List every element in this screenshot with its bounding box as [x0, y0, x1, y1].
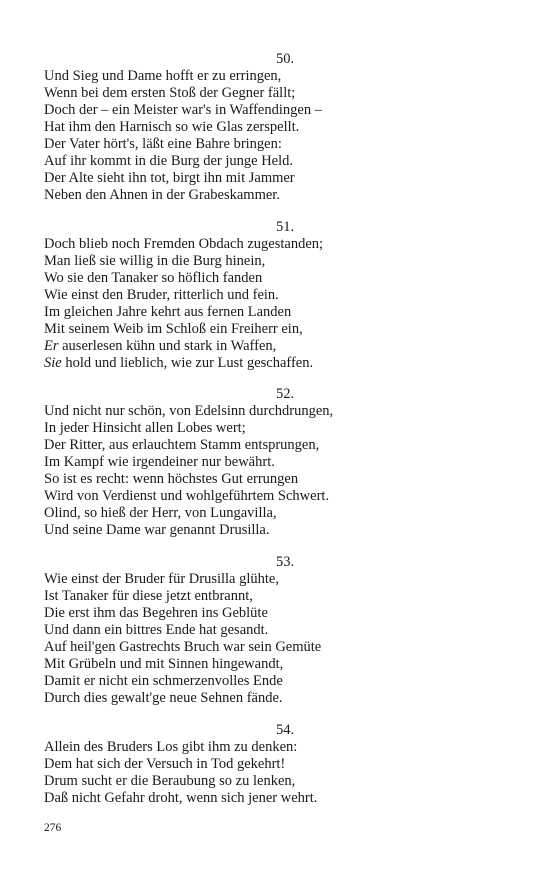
verse-line	[44, 338, 514, 355]
stanza-53	[44, 554, 514, 707]
verse-line	[44, 102, 514, 119]
verse-line	[44, 304, 514, 321]
verse-line	[44, 471, 514, 488]
verse-line	[44, 739, 514, 756]
verse-text: Und Sieg und Dame hofft er zu erringen,	[44, 68, 282, 84]
verse-text: Und dann ein bittres Ende hat gesandt.	[44, 622, 269, 638]
verse-text: Olind, so hieß der Herr, von Lungavilla,	[44, 505, 277, 521]
verse-text: Dem hat sich der Versuch in Tod gekehrt!	[44, 756, 286, 772]
stanza-number: 50.	[275, 51, 295, 67]
stanza-54	[44, 722, 514, 807]
verse-line	[44, 420, 514, 437]
verse-line	[44, 119, 514, 136]
verse-line	[44, 588, 514, 605]
verse-text: Wird von Verdienst und wohlgeführtem Schwert.	[44, 488, 330, 504]
verse-text: Der Alte sieht ihn tot, birgt ihn mit Jammer	[44, 170, 295, 186]
verse-text: Ist Tanaker für diese jetzt entbrannt,	[44, 588, 253, 604]
verse-line	[44, 170, 514, 187]
verse-text: Und nicht nur schön, von Edelsinn durchdrungen,	[44, 403, 334, 419]
verse-line	[44, 253, 514, 270]
verse-line	[44, 488, 514, 505]
verse-line	[44, 571, 514, 588]
verse-text: Wie einst der Bruder für Drusilla glühte,	[44, 571, 279, 587]
verse-line	[44, 153, 514, 170]
verse-text: Damit er nicht ein schmerzenvolles Ende	[44, 673, 283, 689]
verse-text: hold und lieblich, wie zur Lust geschaffen.	[61, 355, 314, 371]
verse-text: Auf ihr kommt in die Burg der junge Held.	[44, 153, 294, 169]
verse-text: Im Kampf wie irgendeiner nur bewährt.	[44, 454, 275, 470]
stanza-number: 53.	[275, 554, 295, 570]
page-number: 276	[44, 822, 62, 834]
verse-line	[44, 690, 514, 707]
verse-line	[44, 522, 514, 539]
verse-line	[44, 321, 514, 338]
verse-text: Neben den Ahnen in der Grabeskammer.	[44, 187, 280, 203]
verse-text: Allein des Bruders Los gibt ihm zu denken:	[44, 739, 298, 755]
verse-text: Auf heil'gen Gastrechts Bruch war sein Gemüte	[44, 639, 322, 655]
verse-line	[44, 673, 514, 690]
verse-line	[44, 756, 514, 773]
verse-text: Mit Grübeln und mit Sinnen hingewandt,	[44, 656, 284, 672]
verse-text: Daß nicht Gefahr droht, wenn sich jener wehrt.	[44, 790, 318, 806]
verse-line	[44, 270, 514, 287]
stanza-number: 54.	[275, 722, 295, 738]
verse-text: In jeder Hinsicht allen Lobes wert;	[44, 420, 246, 436]
verse-text: Im gleichen Jahre kehrt aus fernen Landen	[44, 304, 292, 320]
verse-emphasis: Er	[44, 338, 59, 354]
verse-text: Doch der – ein Meister war's in Waffendingen –	[44, 102, 322, 118]
verse-line	[44, 187, 514, 204]
verse-text: Wenn bei dem ersten Stoß der Gegner fällt;	[44, 85, 296, 101]
stanza-52	[44, 386, 514, 539]
verse-line	[44, 790, 514, 807]
verse-line	[44, 236, 514, 253]
verse-line	[44, 639, 514, 656]
verse-line	[44, 437, 514, 454]
verse-text: Die erst ihm das Begehren ins Geblüte	[44, 605, 268, 621]
verse-text: Hat ihm den Harnisch so wie Glas zerspellt.	[44, 119, 300, 135]
verse-text: So ist es recht: wenn höchstes Gut errungen	[44, 471, 299, 487]
verse-line	[44, 454, 514, 471]
verse-line	[44, 505, 514, 522]
verse-text: Der Ritter, aus erlauchtem Stamm entsprungen,	[44, 437, 320, 453]
verse-text: Der Vater hört's, läßt eine Bahre bringen:	[44, 136, 282, 152]
verse-line	[44, 403, 514, 420]
verse-text: Wie einst den Bruder, ritterlich und fein.	[44, 287, 279, 303]
verse-text: Doch blieb noch Fremden Obdach zugestanden;	[44, 236, 324, 252]
verse-line	[44, 605, 514, 622]
verse-line	[44, 656, 514, 673]
verse-text: auserlesen kühn und stark in Waffen,	[58, 338, 277, 354]
verse-line	[44, 68, 514, 85]
stanza-number: 51.	[275, 219, 295, 235]
verse-line	[44, 287, 514, 304]
verse-text: Durch dies gewalt'ge neue Sehnen fände.	[44, 690, 283, 706]
verse-text: Man ließ sie willig in die Burg hinein,	[44, 253, 266, 269]
verse-line	[44, 85, 514, 102]
stanza-50	[44, 51, 514, 204]
verse-text: Mit seinem Weib im Schloß ein Freiherr ein,	[44, 321, 303, 337]
verse-emphasis: Sie	[44, 355, 62, 371]
stanza-number: 52.	[275, 386, 295, 402]
verse-text: Und seine Dame war genannt Drusilla.	[44, 522, 270, 538]
verse-text: Wo sie den Tanaker so höflich fanden	[44, 270, 263, 286]
verse-line	[44, 136, 514, 153]
verse-line	[44, 773, 514, 790]
verse-line	[44, 622, 514, 639]
verse-line	[44, 355, 514, 372]
stanza-51	[44, 219, 514, 372]
verse-text: Drum sucht er die Beraubung so zu lenken,	[44, 773, 296, 789]
